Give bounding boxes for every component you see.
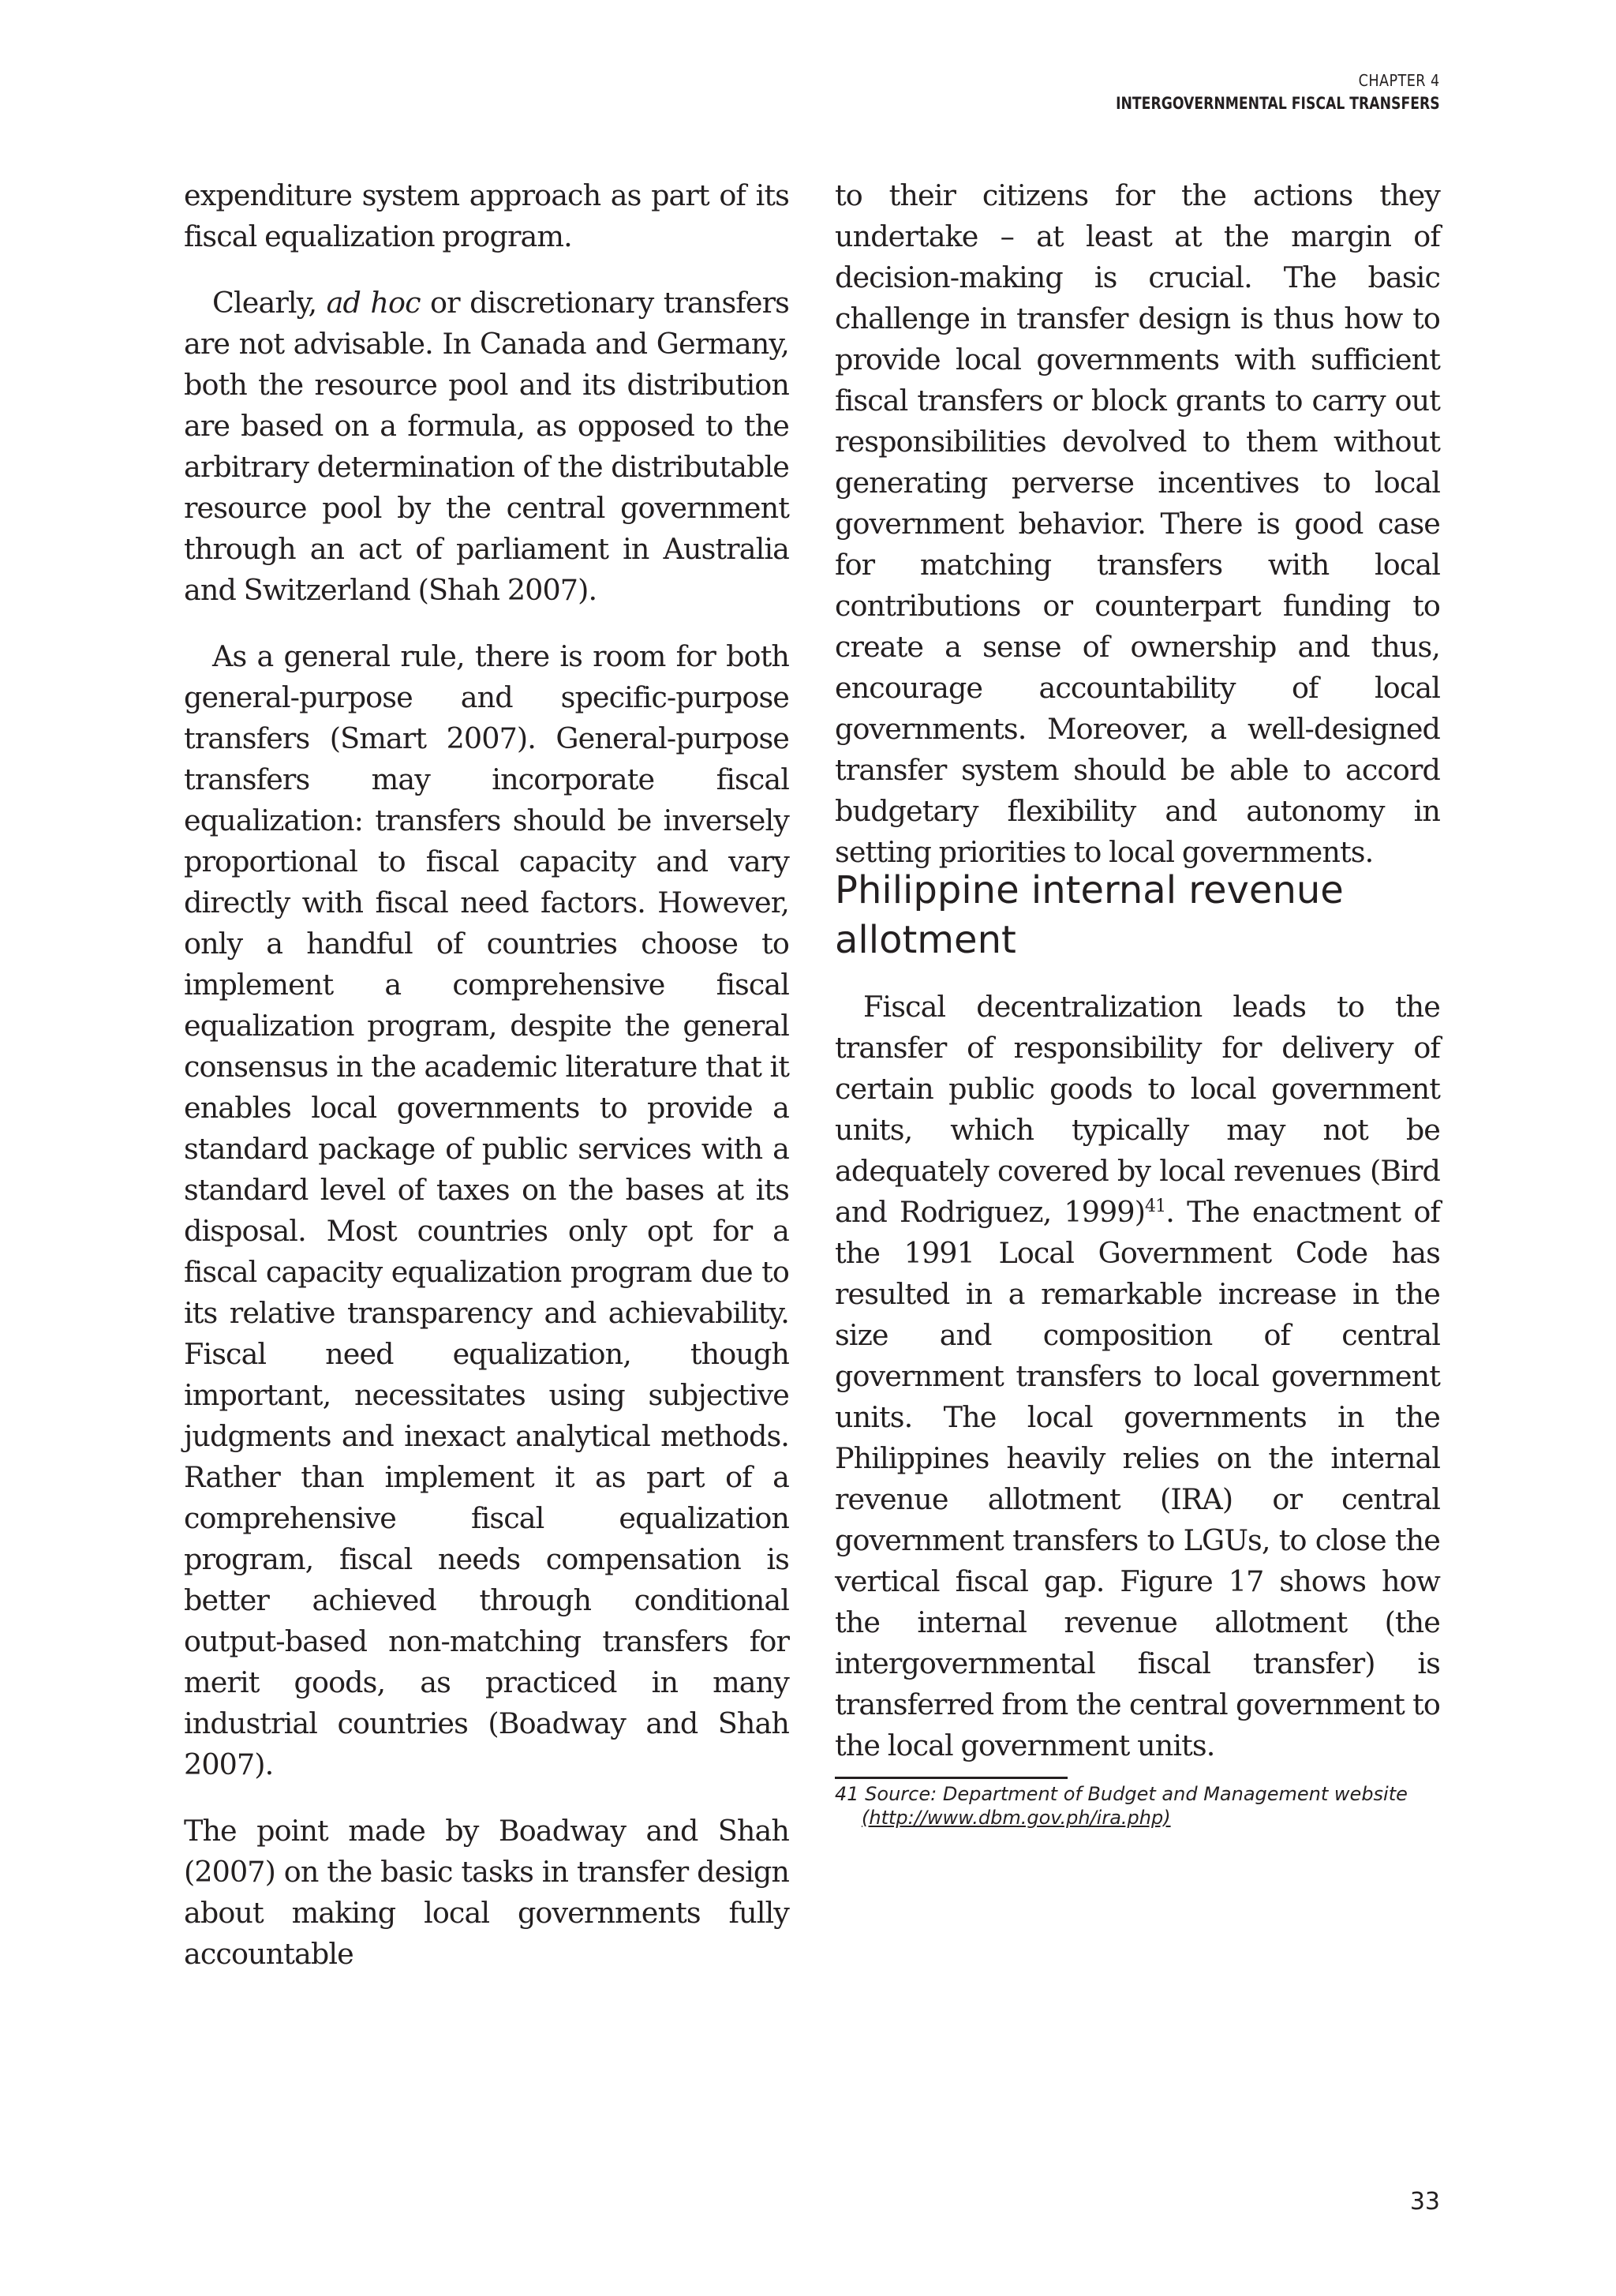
section-heading: Philippine internal revenue allotment <box>835 868 1344 962</box>
footnote-reference[interactable]: 41 <box>1145 1196 1166 1216</box>
chapter-label: CHAPTER 4 <box>1358 71 1440 90</box>
paragraph: to their citizens for the actions they undertake – at least at the margin of decision-making is crucial. The basic challenge in transfer design is thus how to provide local governments with sufficient fiscal transfers or block grants to carry out responsibilities devolved to them without generating perverse incentives to local government behavior. There is good case for matching transfers with local contributions or counterpart funding to create a sense of ownership and thus, encourage accountability of local governments. Moreover, a well-designed transfer system should be able to accord budgetary flexibility and autonomy in setting priorities to local governments. <box>835 178 1440 869</box>
footnote-divider <box>835 1777 1068 1779</box>
page-number: 33 <box>1409 2188 1440 2215</box>
text-run: Fiscal decentralization leads to the transfer of responsibility for delivery of certain public goods to local government units, which typically may not be adequately covered by local revenues (Bird and Rodriguez, 1999) <box>835 990 1440 1229</box>
paragraph: expenditure system approach as part of its fiscal equalization program. <box>184 178 789 253</box>
paragraph <box>184 283 789 611</box>
text-run: or discretionary transfers are not advisable. In Canada and Germany, both the resource pool and its distribution are based on a formula, as opposed to the arbitrary determination of the distributable resource pool by the central government through an act of parliament in Australia and Switzerland (Shah 2007). <box>184 286 789 607</box>
footnote <box>835 1782 1458 1830</box>
right-column <box>835 175 1440 873</box>
right-column-section <box>835 987 1440 1766</box>
chapter-title: INTERGOVERNMENTAL FISCAL TRANSFERS <box>1116 94 1440 113</box>
left-column <box>184 175 789 1975</box>
paragraph: The point made by Boadway and Shah (2007) on the basic tasks in transfer design about making local governments fully accountable <box>184 1814 789 1971</box>
footnote-link[interactable]: (http://www.dbm.gov.ph/ira.php) <box>862 1807 1171 1829</box>
running-header <box>1045 69 1440 115</box>
paragraph: As a general rule, there is room for both general-purpose and specific-purpose transfers (Smart 2007). General-purpose transfers may incorporate fiscal equalization: transfers should be inversely proportional to fiscal capacity and vary directly with fiscal need factors. However, only a handful of countries choose to implement a comprehensive fiscal equalization program, despite the general consensus in the academic literature that it enables local governments to provide a standard package of public services with a standard level of taxes on the bases at its disposal. Most countries only opt for a fiscal capacity equalization program due to its relative transparency and achievability. Fiscal need equalization, though important, necessitates using subjective judgments and inexact analytical methods. Rather than implement it as part of a comprehensive fiscal equalization program, fiscal needs compensation is better achieved through conditional output-based non-matching transfers for merit goods, as practiced in many industrial countries (Boadway and Shah 2007). <box>184 639 789 1781</box>
paragraph <box>835 987 1440 1766</box>
text-run: . The enactment of the 1991 Local Government Code has resulted in a remarkable increase in the size and composition of central government transfers to local government units. The local governments in the Philippines heavily relies on the internal revenue allotment (IRA) or central government transfers to LGUs, to close the vertical fiscal gap. Figure 17 shows how the internal revenue allotment (the intergovernmental fiscal transfer) is transferred from the central government to the local government units. <box>835 1195 1441 1762</box>
italic-term: ad hoc <box>326 286 421 320</box>
footnote-text: 41 Source: Department of Budget and Management website <box>835 1783 1408 1805</box>
text-run: Clearly, <box>212 286 327 320</box>
